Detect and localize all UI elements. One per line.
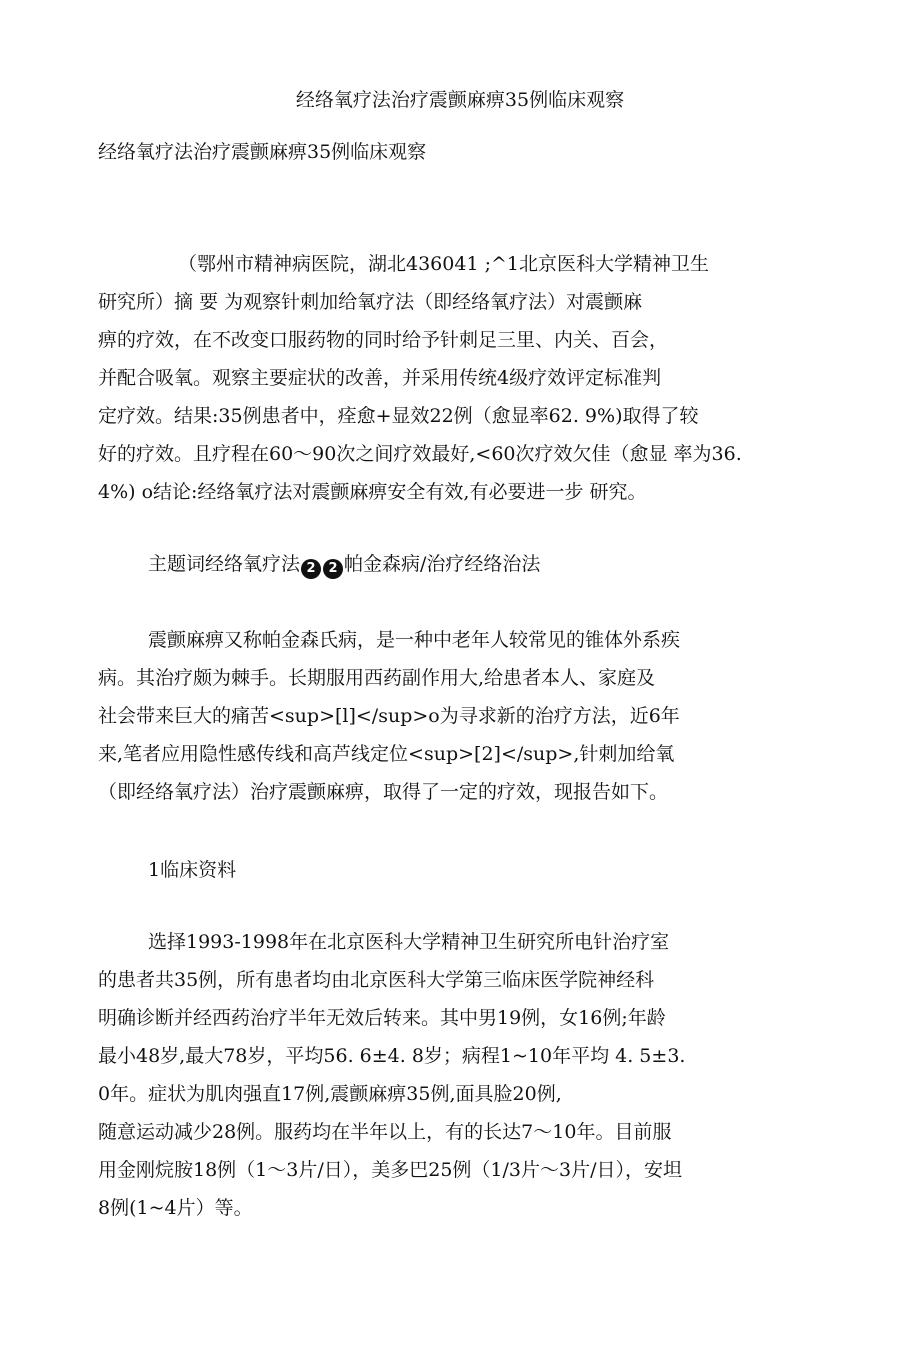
section-heading: 1临床资料 <box>148 859 237 881</box>
keywords-suffix: 帕金森病/治疗经络治法 <box>344 553 541 575</box>
intro-line: （即经络氧疗法）治疗震颤麻痹，取得了一定的疗效，现报告如下。 <box>98 781 669 803</box>
document-title-centered: 经络氧疗法治疗震颤麻痹35例临床观察 <box>295 89 625 111</box>
section-line: 0年。症状为肌肉强直17例,震颤麻痹35例,面具脸20例, <box>98 1083 562 1105</box>
section-line: 的患者共35例，所有患者均由北京医科大学第三临床医学院神经科 <box>98 969 655 991</box>
circled-number-icon: 2 <box>301 559 321 579</box>
section-line: 明确诊断并经西药治疗半年无效后转来。其中男19例，女16例;年龄 <box>98 1007 666 1029</box>
abstract-line: 并配合吸氧。观察主要症状的改善，并采用传统4级疗效评定标准判 <box>98 367 662 389</box>
intro-line: 来,笔者应用隐性感传线和高芦线定位<sup>[2]</sup>,针刺加给氧 <box>98 743 675 765</box>
abstract-line: （鄂州市精神病医院，湖北436041 ;^1北京医科大学精神卫生 <box>178 253 709 275</box>
intro-line: 震颤麻痹又称帕金森氏病，是一种中老年人较常见的锥体外系疾 <box>148 629 681 651</box>
abstract-line: 好的疗效。且疗程在60～90次之间疗效最好,<60次疗效欠佳（愈显 率为36. <box>98 443 742 465</box>
document-title: 经络氧疗法治疗震颤麻痹35例临床观察 <box>98 141 427 163</box>
section-line: 8例(1~4片）等。 <box>98 1197 253 1219</box>
keywords-prefix: 主题词经络氧疗法 <box>148 553 301 575</box>
section-line: 最小48岁,最大78岁，平均56. 6±4. 8岁；病程1~10年平均 4. 5±3. <box>98 1045 686 1067</box>
abstract-line: 研究所）摘 要 为观察针刺加给氧疗法（即经络氧疗法）对震颤麻 <box>98 291 643 313</box>
intro-line: 病。其治疗颇为棘手。长期服用西药副作用大,给患者本人、家庭及 <box>98 667 656 689</box>
abstract-line: 痹的疗效，在不改变口服药物的同时给予针刺足三里、内关、百会， <box>98 329 669 351</box>
section-line: 随意运动减少28例。服药均在半年以上，有的长达7～10年。目前服 <box>98 1121 672 1143</box>
section-line: 用金刚烷胺18例（1～3片/日），美多巴25例（1/3片～3片/日），安坦 <box>98 1159 683 1181</box>
abstract-line: 定疗效。结果:35例患者中，痊愈+显效22例（愈显率62. 9%)取得了较 <box>98 405 699 427</box>
circled-number-icon: 2 <box>323 559 343 579</box>
section-line: 选择1993-1998年在北京医科大学精神卫生研究所电针治疗室 <box>148 931 670 953</box>
keywords-line <box>148 552 540 579</box>
intro-line: 社会带来巨大的痛苦<sup>[l]</sup>o为寻求新的治疗方法，近6年 <box>98 705 680 727</box>
abstract-line: 4%) o结论:经络氧疗法对震颤麻痹安全有效,有必要进一步 研究。 <box>98 481 647 503</box>
